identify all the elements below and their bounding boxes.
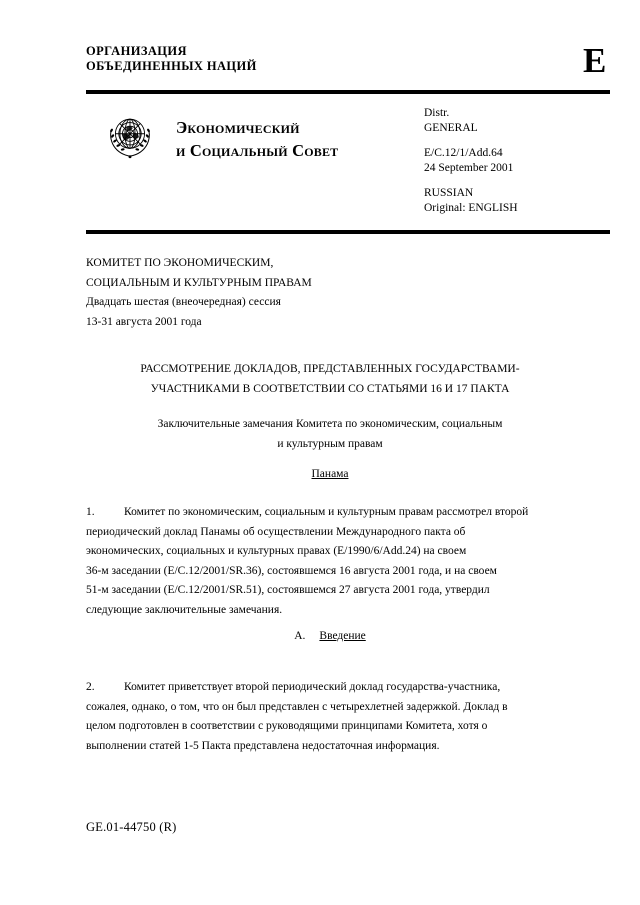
header-divider-top	[86, 90, 610, 94]
paragraph-2	[86, 678, 554, 756]
organization-name	[86, 44, 556, 74]
paragraph-2-line-1	[86, 678, 554, 698]
organization-name-line-2: ОБЪЕДИНЕННЫХ НАЦИЙ	[86, 59, 257, 73]
document-symbol: E/C.12/1/Add.64	[424, 147, 503, 159]
council-title-line-1: Экономический	[176, 118, 300, 137]
distribution-label: Distr.	[424, 107, 450, 119]
section-letter: A.	[294, 630, 306, 642]
paragraph-1	[86, 503, 554, 621]
session-title: Двадцать шестая (внеочередная) сессия	[86, 296, 281, 308]
committee-name-line-1: КОМИТЕТ ПО ЭКОНОМИЧЕСКИМ,	[86, 257, 274, 269]
paragraph-1-line-2: периодический доклад Панамы об осуществлении Международного пакта об	[86, 525, 466, 538]
footer-document-code: GE.01-44750 (R)	[86, 820, 177, 834]
paragraph-2-text-1: Комитет приветствует второй периодический доклад государства-участника,	[124, 681, 501, 693]
country-heading-label: Панама	[311, 468, 349, 480]
paragraph-1-text-1: Комитет по экономическим, социальным и культурным правам рассмотрел второй	[124, 506, 529, 518]
paragraph-2-line-4: выполнении статей 1-5 Пакта представлена недостаточная информация.	[86, 739, 440, 752]
document-subtitle-line-1: Заключительные замечания Комитета по экономическим, социальным	[157, 418, 503, 430]
distribution-value: GENERAL	[424, 121, 478, 134]
council-block	[86, 104, 426, 174]
section-heading-a	[110, 630, 550, 642]
distribution-group	[424, 106, 518, 135]
council-title-line-2: и Социальный Совет	[176, 141, 339, 160]
paragraph-1-line-4: 36-м заседании (E/C.12/2001/SR.36), состоявшемся 16 августа 2001 года, и на своем	[86, 564, 497, 577]
session-dates: 13-31 августа 2001 года	[86, 315, 202, 328]
header-divider-bottom	[86, 230, 610, 234]
document-title-line-1: РАССМОТРЕНИЕ ДОКЛАДОВ, ПРЕДСТАВЛЕННЫХ ГОСУДАРСТВАМИ-	[140, 363, 520, 375]
document-subtitle	[110, 415, 550, 454]
paragraph-1-line-1	[86, 503, 554, 523]
language-group	[424, 186, 518, 215]
symbol-group	[424, 146, 518, 175]
masthead	[86, 44, 556, 74]
section-label: Введение	[319, 630, 366, 642]
committee-block	[86, 254, 506, 332]
distribution-block	[424, 106, 518, 215]
paragraph-2-number: 2.	[86, 681, 95, 693]
paragraph-1-line-5: 51-м заседании (E/C.12/2001/SR.51), состоявшемся 27 августа 2001 года, утвердил	[86, 584, 490, 597]
paragraph-2-line-2: сожалея, однако, о том, что он был представлен с четырехлетней задержкой. Доклад в	[86, 700, 508, 713]
organization-name-line-1: ОРГАНИЗАЦИЯ	[86, 44, 187, 58]
document-language: RUSSIAN	[424, 187, 474, 199]
document-original-language: Original: ENGLISH	[424, 201, 518, 214]
document-subtitle-line-2: и культурным правам	[277, 437, 383, 450]
document-title-line-2: УЧАСТНИКАМИ В СООТВЕТСТВИИ СО СТАТЬЯМИ 16 И 17 ПАКТА	[150, 382, 510, 395]
document-title	[110, 360, 550, 399]
un-emblem-icon	[102, 108, 158, 164]
document-symbol-letter: E	[583, 41, 607, 80]
committee-name-line-2: СОЦИАЛЬНЫМ И КУЛЬТУРНЫМ ПРАВАМ	[86, 276, 312, 289]
document-date: 24 September 2001	[424, 161, 514, 174]
paragraph-2-line-3: целом подготовлен в соответствии с руководящими принципами Комитета, хотя о	[86, 720, 488, 733]
country-heading	[110, 468, 550, 480]
paragraph-1-line-6: следующие заключительные замечания.	[86, 603, 283, 616]
council-title	[176, 116, 426, 162]
paragraph-1-line-3: экономических, социальных и культурных правах (E/1990/6/Add.24) на своем	[86, 545, 467, 558]
paragraph-1-number: 1.	[86, 506, 95, 518]
